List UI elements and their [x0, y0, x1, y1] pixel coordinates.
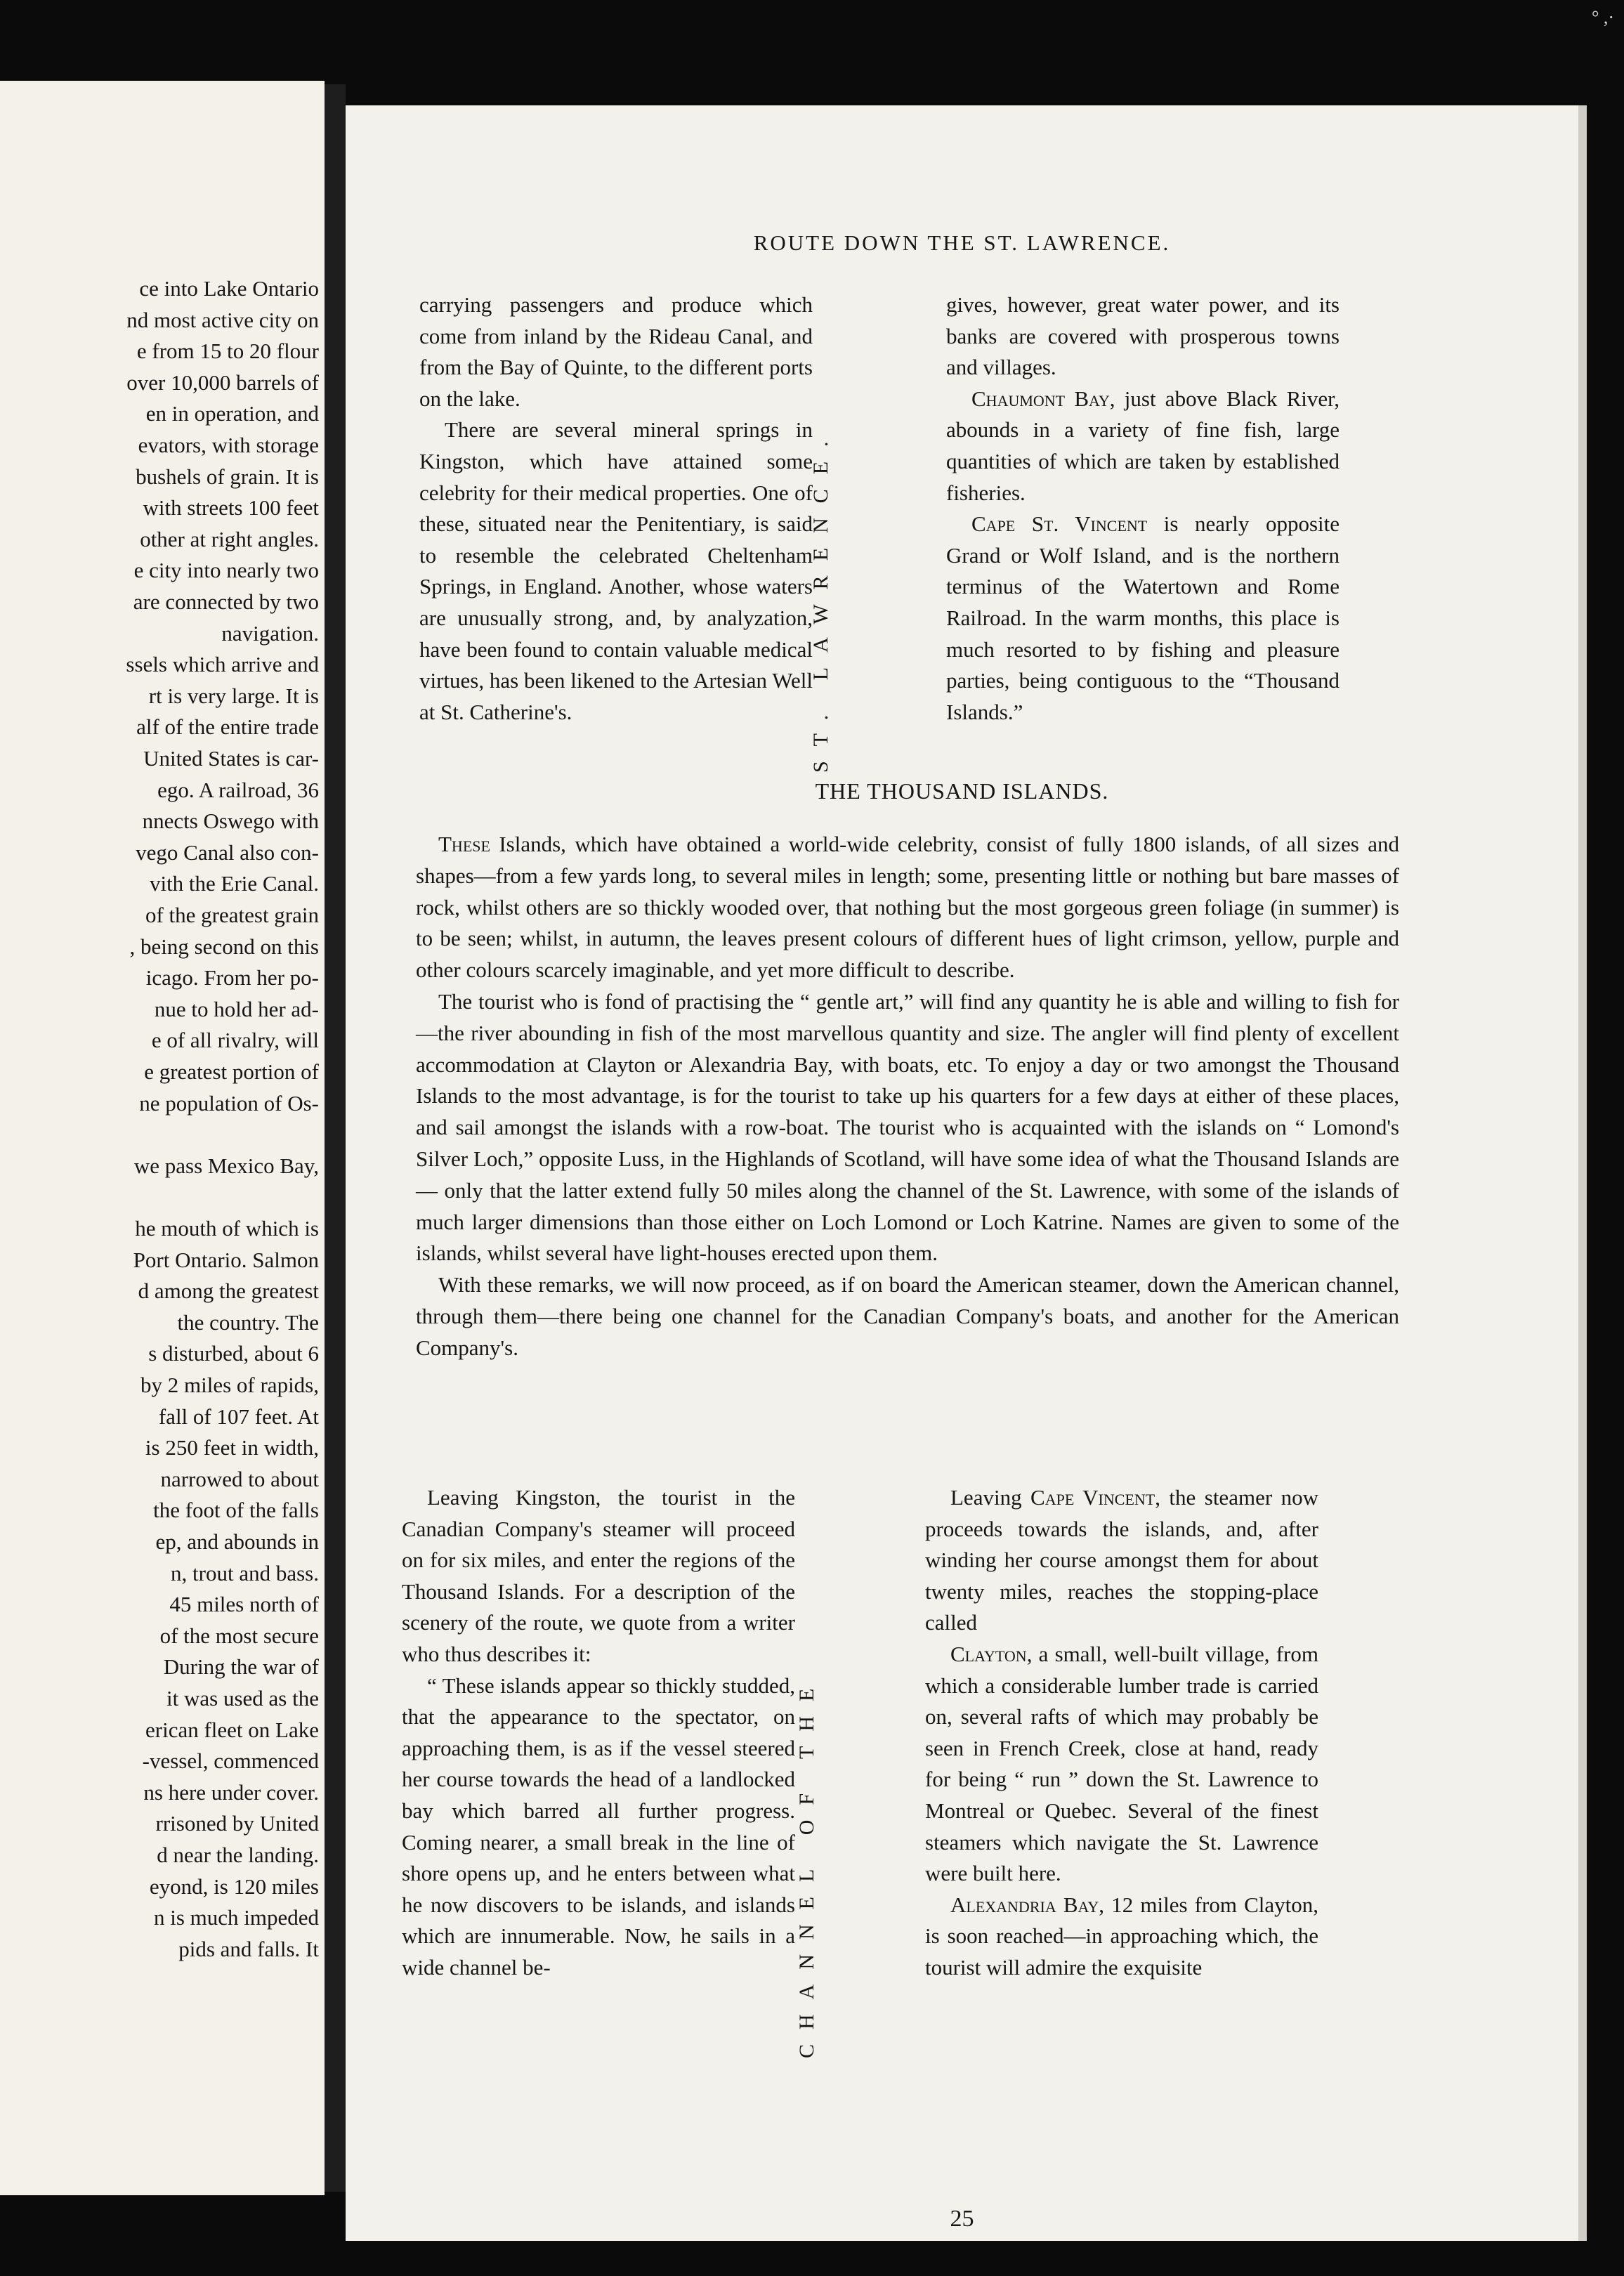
left-page-line: are connected by two [133, 589, 319, 614]
left-page-line: fall of 107 feet. At [158, 1404, 319, 1429]
left-page-line: ssels which arrive and [126, 652, 319, 677]
left-page-line: nue to hold her ad- [154, 996, 319, 1021]
bottom-left-paragraph-1: Leaving Kingston, the tourist in the Canadian Company's steamer will proceed on for six miles, and enter the regions of the Thousand Islands. For a description of the scenery of the route, we quote from a writer who thus describes it: [402, 1485, 795, 1666]
bottom-left-column [402, 1482, 795, 1984]
top-right-paragraph-1: gives, however, great water power, and its banks are covered with prosperous towns and villages. [946, 292, 1340, 380]
left-page-line: Port Ontario. Salmon [133, 1247, 319, 1272]
right-page [346, 105, 1578, 2241]
section-title: THE THOUSAND ISLANDS. [815, 778, 1109, 804]
left-page-line: 45 miles north of [169, 1592, 319, 1617]
wide-paragraph-1: These Islands, which have obtained a world-wide celebrity, consist of fully 1800 islands, of all sizes and shapes—from a few yards long, to several miles in length; some, presenting little or nothing but bare masses of rock, whilst others are so thickly wooded over, that nothing but the most gorgeous green foliage (in summer) is to be seen; whilst, in autumn, the leaves present colours of different hues of light crimson, yellow, purple and other colours scarcely imaginable, and yet more difficult to describe. [416, 832, 1399, 983]
left-page-line: of the greatest grain [145, 903, 319, 927]
bottom-right-paragraph-2: Clayton, a small, well-built village, from which a considerable lumber trade is carried on, several rafts of which may probably be seen in French Creek, close at hand, ready for being “ run ” down the St. Lawrence to Montreal or Quebec. Several of the finest steamers which navigate the St. Lawrence were built here. [925, 1641, 1318, 1886]
left-facing-page [0, 81, 325, 2195]
left-page-line: ce into Lake Ontario [139, 276, 319, 301]
left-page-line: the country. The [177, 1309, 319, 1335]
left-page-line: s disturbed, about 6 [148, 1341, 319, 1366]
left-page-line: with streets 100 feet [143, 495, 319, 521]
cape-st-vincent-name: Cape St. Vincent [971, 511, 1148, 537]
bottom-left-paragraph-2: “ These islands appear so thickly studded, that the appearance to the spectator, on approaching them, is as if the vessel steered her course towards the head of a landlocked bay which barred all further progress. Coming nearer, a small break in the line of shore opens up, and he enters between what he now discovers to be islands, and islands which are innumerable. Now, he sails in a wide channel be- [402, 1673, 795, 1980]
top-right-column [946, 289, 1340, 728]
left-page-line: ego. A railroad, 36 [157, 777, 319, 802]
left-page-line: eyond, is 120 miles [149, 1873, 319, 1899]
top-left-paragraph-2: There are several mineral springs in Kingston, which have attained some celebrity for their medical properties. One of these, situated near the Penitentiary, is said to resemble the celebrated Cheltenham Springs, in England. Another, whose waters are unusually strong, and, by analyzation, have been found to contain valuable medical virtues, has been likened to the Artesian Well at St. Catherine's. [419, 417, 813, 724]
left-page-line: vego Canal also con- [136, 839, 319, 865]
thousand-islands-text [416, 829, 1399, 1364]
left-page-line: is 250 feet in width, [145, 1435, 319, 1460]
wide-paragraph-2: The tourist who is fond of practising the “ gentle art,” will find any quantity he is able and willing to fish for—the river abounding in fish of the most marvellous quantity and size. The angler will find plenty of excellent accommodation at Clayton or Alexandria Bay, with boats, etc. To enjoy a day or two amongst the Thousand Islands to the most advantage, is for the tourist to take up his quarters for a few days at either of these places, and sail amongst the islands with a row-boat. The tourist who is acquainted with the islands on “ Lomond's Silver Loch,” opposite Luss, in the Highlands of Scotland, will have some idea of what the Thousand Islands are — only that the latter extend fully 50 miles along the channel of the St. Lawrence, with some of the islands of much larger dimensions than those either on Loch Lomond or Loch Katrine. Names are given to some of the islands, whilst several have light-houses erected upon them. [416, 988, 1399, 1266]
left-page-line: e city into nearly two [133, 558, 319, 583]
left-page-line: United States is car- [143, 746, 319, 771]
left-page-line: n is much impeded [153, 1905, 319, 1930]
left-page-line: nnects Oswego with [142, 809, 319, 834]
bottom-right-column [925, 1482, 1318, 1984]
left-page-line: icago. From her po- [145, 965, 319, 990]
clayton-name: Clayton, [950, 1641, 1033, 1666]
left-page-line: e from 15 to 20 flour [136, 339, 319, 364]
left-page-line: , being second on this [129, 934, 319, 959]
top-right-paragraph-2: Chaumont Bay, just above Black River, abounds in a variety of fine fish, large quantities of which are taken by established fisheries. [946, 386, 1340, 505]
left-page-line: pids and falls. It [178, 1936, 319, 1961]
left-page-line: d among the greatest [138, 1278, 319, 1304]
left-page-line: ns here under cover. [143, 1779, 319, 1805]
side-title-channel-of-the: CHANNEL OF THE [795, 1673, 818, 2058]
page-number: 25 [950, 2206, 974, 2232]
running-head: ROUTE DOWN THE ST. LAWRENCE. [753, 230, 1171, 255]
corner-scan-marks: ° ,· [1591, 7, 1614, 27]
left-page-line: other at right angles. [140, 526, 319, 551]
left-page-line: navigation. [221, 620, 319, 646]
left-page-line: over 10,000 barrels of [126, 369, 319, 395]
left-page-line: e of all rivalry, will [151, 1028, 319, 1053]
left-page-line: -vessel, commenced [142, 1748, 319, 1774]
left-page-line: d near the landing. [157, 1843, 319, 1867]
left-page-line: ep, and abounds in [155, 1529, 319, 1554]
left-page-line: n, trout and bass. [171, 1560, 319, 1585]
alexandria-bay-name: Alexandria Bay, [950, 1892, 1105, 1917]
left-page-line: nd most active city on [126, 307, 319, 332]
bottom-right-paragraph-3: Alexandria Bay, 12 miles from Clayton, is soon reached—in approaching which, the tourist will admire the exquisite [925, 1892, 1318, 1980]
top-left-paragraph-1: carrying passengers and produce which come from inland by the Rideau Canal, and from the Bay of Quinte, to the different ports on the lake. [419, 292, 813, 411]
left-page-line: rrisoned by United [155, 1811, 319, 1836]
left-page-line: by 2 miles of rapids, [140, 1373, 319, 1397]
left-page-line: ne population of Os- [139, 1090, 319, 1116]
left-page-line: evators, with storage [138, 433, 319, 457]
top-left-column [419, 289, 813, 728]
left-page-line: we pass Mexico Bay, [133, 1153, 319, 1178]
top-right-paragraph-3: Cape St. Vincent is nearly opposite Grand or Wolf Island, and is the northern terminus of the Watertown and Rome Railroad. In the warm months, this place is much resorted to by fishing and pleasure parties, being contiguous to the “Thousand Islands.” [946, 511, 1340, 724]
bottom-right-paragraph-1: Leaving Cape Vincent, the steamer now proceeds towards the islands, and, after winding her course amongst them for about twenty miles, reaches the stopping-place called [925, 1485, 1318, 1635]
left-page-line: the foot of the falls [153, 1498, 319, 1523]
left-page-line: rt is very large. It is [148, 683, 319, 708]
left-page-line: bushels of grain. It is [136, 464, 319, 489]
left-page-line: it was used as the [166, 1686, 319, 1711]
book-gutter [325, 84, 346, 2192]
left-page-line: he mouth of which is [135, 1216, 319, 1241]
left-page-line: e greatest portion of [144, 1059, 319, 1084]
left-page-line: narrowed to about [160, 1466, 319, 1491]
left-page-line: vith the Erie Canal. [149, 871, 319, 896]
left-page-line: of the most secure [159, 1623, 319, 1648]
chaumont-bay-name: Chaumont Bay, [971, 386, 1115, 411]
left-page-line: During the war of [163, 1654, 319, 1680]
left-page-line: erican fleet on Lake [145, 1717, 319, 1742]
side-title-st-lawrence: ST. LAWRENCE. [809, 426, 832, 773]
left-page-line: alf of the entire trade [136, 714, 319, 740]
cape-vincent-name: Cape Vincent, [1030, 1485, 1160, 1510]
wide-paragraph-3: With these remarks, we will now proceed, as if on board the American steamer, down the American channel, through them—there being one channel for the Canadian Company's boats, and another for the American Company's. [416, 1272, 1399, 1360]
left-page-line: en in operation, and [145, 401, 319, 426]
